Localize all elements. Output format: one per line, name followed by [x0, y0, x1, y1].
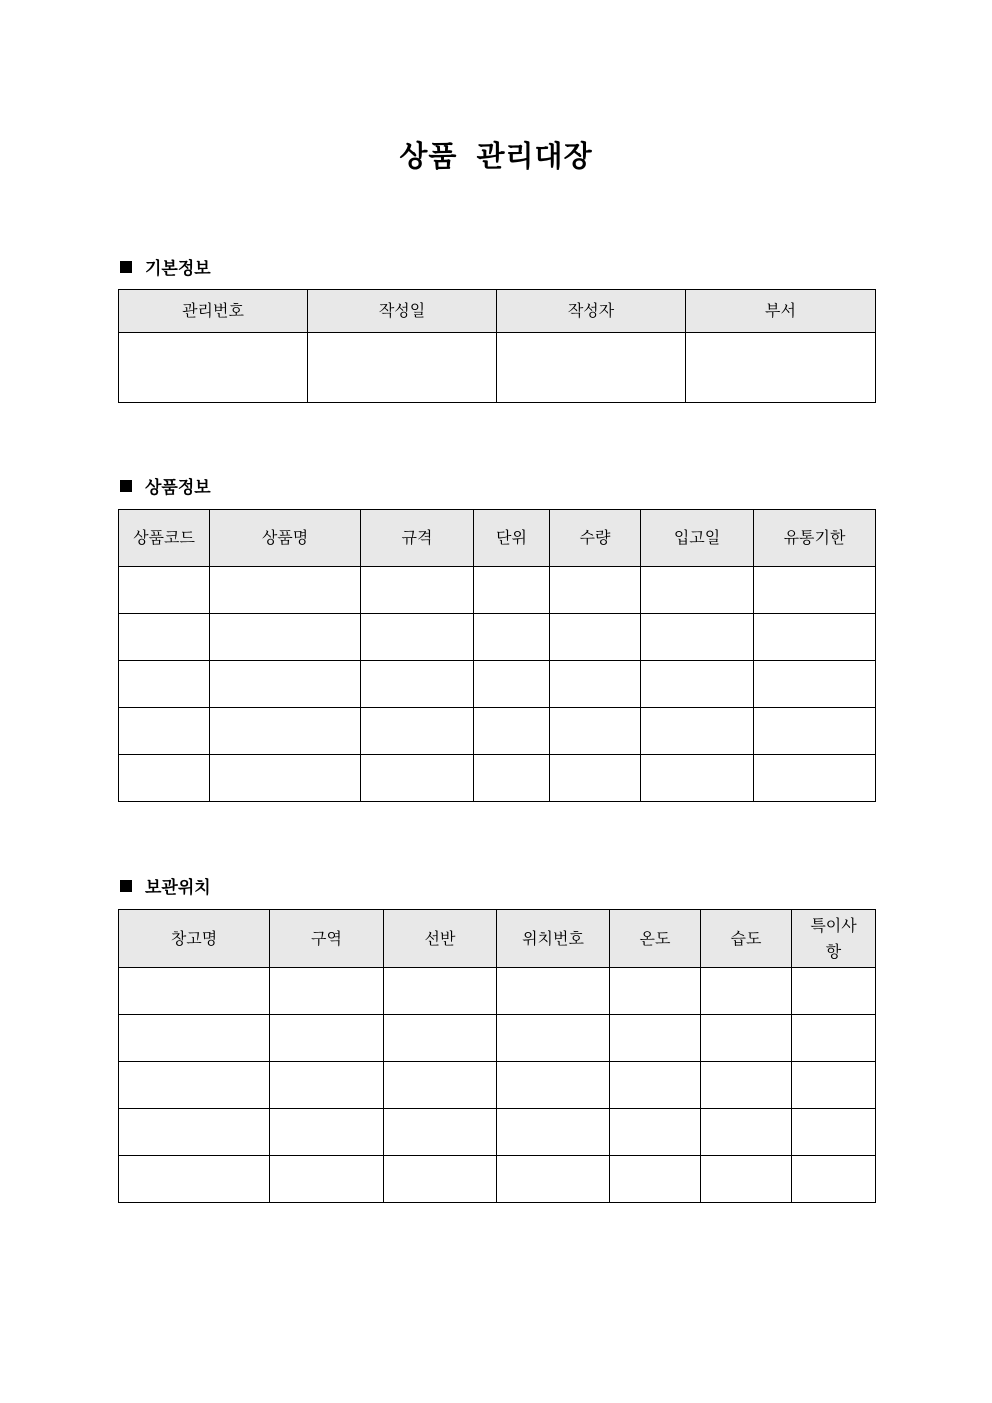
header-cell: 습도	[701, 910, 792, 968]
input-cell[interactable]	[701, 1015, 792, 1062]
input-cell[interactable]	[641, 708, 754, 755]
input-cell[interactable]	[641, 567, 754, 614]
input-cell[interactable]	[550, 708, 641, 755]
header-cell: 구역	[270, 910, 384, 968]
input-cell[interactable]	[384, 1015, 497, 1062]
input-cell[interactable]	[119, 333, 308, 403]
input-cell[interactable]	[497, 1015, 610, 1062]
table-row	[119, 1062, 876, 1109]
input-cell[interactable]	[550, 614, 641, 661]
input-cell[interactable]	[792, 1109, 876, 1156]
table-row	[119, 1015, 876, 1062]
input-cell[interactable]	[119, 661, 210, 708]
input-cell[interactable]	[701, 968, 792, 1015]
input-cell[interactable]	[270, 1156, 384, 1203]
input-cell[interactable]	[361, 567, 474, 614]
header-cell: 입고일	[641, 510, 754, 567]
table-row	[119, 708, 876, 755]
input-cell[interactable]	[361, 755, 474, 802]
input-cell[interactable]	[550, 661, 641, 708]
page-title: 상품 관리대장	[399, 139, 593, 173]
square-bullet-icon	[120, 261, 132, 273]
input-cell[interactable]	[270, 1015, 384, 1062]
header-cell: 위치번호	[497, 910, 610, 968]
table-row	[119, 1109, 876, 1156]
input-cell[interactable]	[119, 1109, 270, 1156]
input-cell[interactable]	[792, 1062, 876, 1109]
input-cell[interactable]	[119, 1156, 270, 1203]
input-cell[interactable]	[361, 661, 474, 708]
header-cell: 유통기한	[754, 510, 876, 567]
table-row	[119, 661, 876, 708]
input-cell[interactable]	[210, 755, 361, 802]
table-header-row	[119, 910, 876, 968]
input-cell[interactable]	[119, 755, 210, 802]
product-info-table	[118, 509, 876, 802]
input-cell[interactable]	[686, 333, 876, 403]
header-cell: 창고명	[119, 910, 270, 968]
input-cell[interactable]	[701, 1062, 792, 1109]
section-heading-storage-label: 보관위치	[145, 878, 211, 898]
input-cell[interactable]	[641, 614, 754, 661]
input-cell[interactable]	[641, 661, 754, 708]
input-cell[interactable]	[119, 567, 210, 614]
input-cell[interactable]	[497, 1156, 610, 1203]
square-bullet-icon	[120, 880, 132, 892]
input-cell[interactable]	[610, 1062, 701, 1109]
input-cell[interactable]	[497, 968, 610, 1015]
section-heading-basic-label: 기본정보	[145, 259, 211, 279]
square-bullet-icon	[120, 480, 132, 492]
header-cell: 특이사항	[792, 910, 876, 968]
table-row	[119, 1156, 876, 1203]
table-header-row	[119, 290, 876, 333]
table-row	[119, 755, 876, 802]
input-cell[interactable]	[754, 708, 876, 755]
input-cell[interactable]	[610, 1015, 701, 1062]
input-cell[interactable]	[754, 567, 876, 614]
input-cell[interactable]	[270, 968, 384, 1015]
table-header-row	[119, 510, 876, 567]
header-cell: 관리번호	[119, 290, 308, 333]
header-cell: 작성일	[308, 290, 497, 333]
input-cell[interactable]	[474, 661, 550, 708]
input-cell[interactable]	[210, 708, 361, 755]
input-cell[interactable]	[792, 1015, 876, 1062]
input-cell[interactable]	[119, 968, 270, 1015]
input-cell[interactable]	[270, 1109, 384, 1156]
header-cell: 수량	[550, 510, 641, 567]
input-cell[interactable]	[550, 567, 641, 614]
input-cell[interactable]	[308, 333, 497, 403]
input-cell[interactable]	[270, 1062, 384, 1109]
input-cell[interactable]	[701, 1109, 792, 1156]
header-cell: 규격	[361, 510, 474, 567]
input-cell[interactable]	[610, 968, 701, 1015]
header-cell: 온도	[610, 910, 701, 968]
header-cell: 상품명	[210, 510, 361, 567]
basic-info-table	[118, 289, 876, 403]
input-cell[interactable]	[474, 614, 550, 661]
input-cell[interactable]	[550, 755, 641, 802]
input-cell[interactable]	[384, 968, 497, 1015]
input-cell[interactable]	[384, 1062, 497, 1109]
input-cell[interactable]	[384, 1109, 497, 1156]
section-heading-product	[120, 473, 211, 498]
input-cell[interactable]	[754, 614, 876, 661]
input-cell[interactable]	[210, 661, 361, 708]
input-cell[interactable]	[701, 1156, 792, 1203]
input-cell[interactable]	[361, 614, 474, 661]
header-cell: 단위	[474, 510, 550, 567]
input-cell[interactable]	[497, 1109, 610, 1156]
input-cell[interactable]	[474, 567, 550, 614]
input-cell[interactable]	[792, 968, 876, 1015]
input-cell[interactable]	[119, 708, 210, 755]
header-cell: 부서	[686, 290, 876, 333]
input-cell[interactable]	[119, 614, 210, 661]
input-cell[interactable]	[474, 708, 550, 755]
table-row	[119, 567, 876, 614]
input-cell[interactable]	[792, 1156, 876, 1203]
table-row	[119, 614, 876, 661]
input-cell[interactable]	[610, 1156, 701, 1203]
input-cell[interactable]	[610, 1109, 701, 1156]
input-cell[interactable]	[361, 708, 474, 755]
header-cell: 상품코드	[119, 510, 210, 567]
section-heading-storage	[120, 873, 211, 898]
input-cell[interactable]	[497, 1062, 610, 1109]
section-heading-basic	[120, 254, 211, 279]
table-row	[119, 333, 876, 403]
storage-location-table	[118, 909, 876, 1203]
input-cell[interactable]	[497, 333, 686, 403]
header-cell: 선반	[384, 910, 497, 968]
input-cell[interactable]	[754, 661, 876, 708]
section-heading-product-label: 상품정보	[145, 478, 211, 498]
header-cell: 작성자	[497, 290, 686, 333]
input-cell[interactable]	[384, 1156, 497, 1203]
input-cell[interactable]	[119, 1015, 270, 1062]
input-cell[interactable]	[119, 1062, 270, 1109]
input-cell[interactable]	[210, 567, 361, 614]
table-row	[119, 968, 876, 1015]
input-cell[interactable]	[754, 755, 876, 802]
input-cell[interactable]	[474, 755, 550, 802]
input-cell[interactable]	[641, 755, 754, 802]
input-cell[interactable]	[210, 614, 361, 661]
